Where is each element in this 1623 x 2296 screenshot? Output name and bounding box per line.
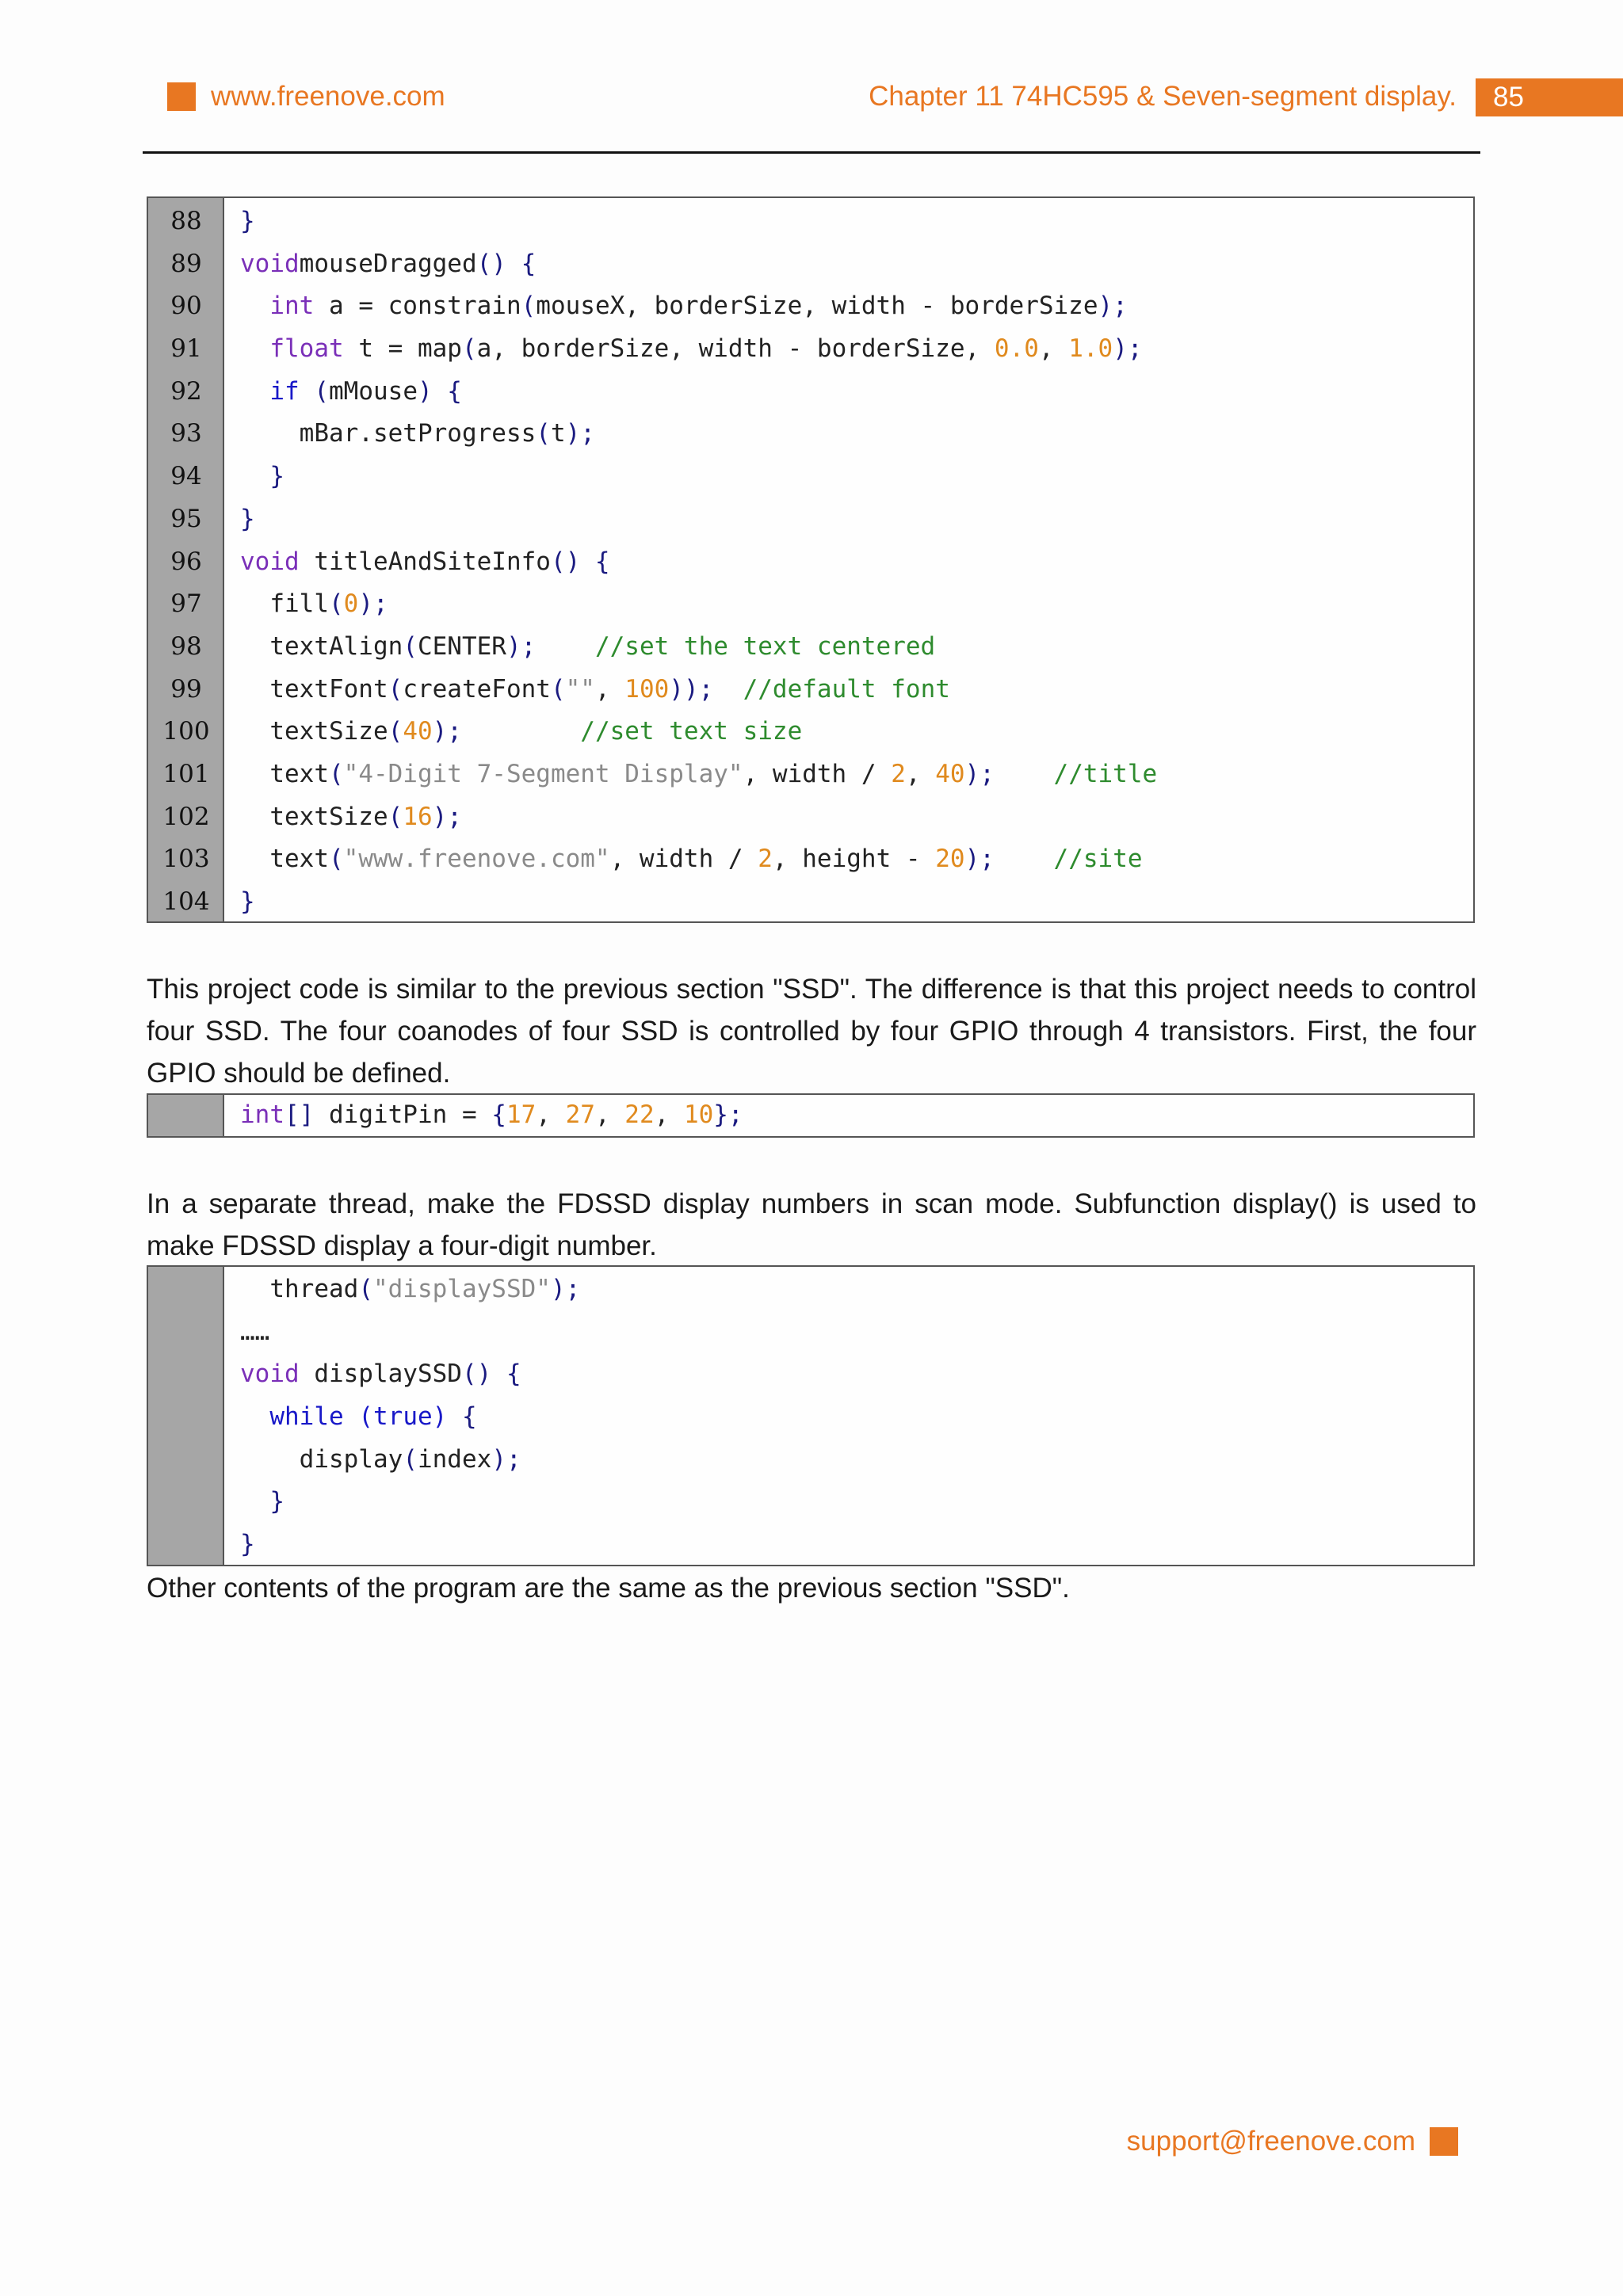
code-token: ); [1113, 334, 1143, 364]
code-token: 10 [683, 1100, 714, 1129]
code-token: float [269, 334, 344, 364]
code-line [148, 498, 1473, 541]
code-token: ( [328, 589, 344, 619]
code-line [148, 1353, 1473, 1396]
code-token: //default font [743, 674, 950, 704]
code-token: ); [1098, 292, 1128, 321]
code-line [148, 669, 1473, 711]
code-text [240, 328, 1143, 371]
code-token: ( [461, 334, 477, 364]
code-token: int [240, 1100, 285, 1129]
code-token: ( [388, 717, 403, 746]
code-token: } [240, 504, 255, 533]
body-paragraph-intro: This project code is similar to the previous section "SSD". The difference is that this project needs to control four SSD. The four coanodes of four SSD is controlled by four GPIO through 4 transistors. First, the four GPIO should be defined. [147, 974, 1476, 1089]
code-line [148, 881, 1473, 924]
line-number: 89 [170, 249, 202, 278]
code-token [240, 462, 269, 490]
code-token [240, 334, 269, 363]
code-token: } [269, 1487, 285, 1516]
code-line [148, 456, 1473, 498]
code-token: (true) [358, 1402, 448, 1432]
code-text [240, 1524, 255, 1566]
code-token [713, 675, 743, 704]
line-number: 98 [170, 631, 202, 661]
code-token [536, 632, 595, 661]
code-text [240, 498, 255, 541]
code-token: digitPin = [314, 1100, 492, 1129]
line-number: 95 [170, 504, 202, 533]
body-paragraph-conclusion: Other contents of the program are the same as the previous section "SSD". [147, 1573, 1070, 1604]
code-line [148, 328, 1473, 371]
code-text [240, 838, 1143, 881]
code-text [240, 669, 950, 711]
code-text [240, 1268, 580, 1311]
code-token: )); [669, 674, 714, 704]
code-token [240, 1487, 269, 1516]
code-token: void [240, 547, 300, 576]
code-token: ) { [417, 376, 462, 406]
code-line [148, 711, 1473, 753]
code-token: ); [432, 717, 462, 746]
code-token: ); [491, 1444, 521, 1474]
footer-logo-square [1430, 2127, 1458, 2156]
code-token: titleAndSiteInfo [299, 547, 551, 576]
code-token: 16 [403, 802, 433, 831]
code-line [148, 796, 1473, 839]
code-token: void [240, 1360, 300, 1389]
code-block-digitpin [147, 1093, 1475, 1138]
code-token: [] [285, 1100, 315, 1129]
code-token: fill [240, 589, 329, 619]
code-text [240, 753, 1157, 796]
code-token: a = constrain [314, 292, 521, 321]
line-number: 90 [170, 292, 202, 321]
code-line [148, 1094, 1473, 1137]
header-divider [143, 151, 1480, 154]
code-token: 0 [343, 589, 359, 619]
code-line [148, 753, 1473, 796]
code-token: mouseDragged [299, 249, 477, 278]
code-token: mBar.setProgress [240, 419, 537, 448]
code-line [148, 541, 1473, 584]
code-token: //set the text centered [594, 631, 936, 661]
code-text [240, 1353, 521, 1396]
code-token: ( [550, 674, 566, 704]
code-line [148, 1439, 1473, 1482]
line-number: 100 [162, 717, 210, 746]
code-line [148, 1268, 1473, 1311]
code-token: text [240, 845, 329, 874]
code-token: 40 [935, 759, 965, 788]
code-token: index [417, 1444, 492, 1474]
code-token: ); [964, 845, 995, 874]
line-number: 103 [162, 845, 210, 874]
code-token: } [240, 207, 255, 235]
code-token [240, 1402, 269, 1431]
code-token: { [491, 1100, 506, 1129]
code-token: 27 [565, 1100, 595, 1129]
code-token: a, borderSize, width - borderSize, [476, 334, 995, 364]
code-line [148, 583, 1473, 626]
code-text [240, 413, 595, 456]
line-number: 97 [170, 589, 202, 619]
code-token: 2 [758, 845, 773, 874]
line-number: 88 [170, 207, 202, 235]
code-token: ); [565, 419, 595, 448]
code-line [148, 1396, 1473, 1439]
code-token [240, 292, 269, 320]
code-token: mouseX, borderSize, width - borderSize [536, 292, 1098, 321]
code-token: …… [240, 1317, 270, 1346]
code-token: 22 [624, 1100, 655, 1129]
code-token: () { [550, 547, 610, 576]
code-token: ( [536, 419, 551, 448]
code-token: ); [358, 589, 388, 619]
header-chapter-title: Chapter 11 74HC595 & Seven-segment display. [869, 81, 1457, 112]
code-token: textFont [240, 674, 388, 704]
code-token: if [269, 376, 300, 406]
code-token: } [269, 462, 285, 491]
code-token [344, 1402, 359, 1431]
page-number-badge [1476, 78, 1623, 116]
code-token: ); [550, 1275, 581, 1303]
line-number: 99 [170, 674, 202, 704]
code-token: , width / [743, 759, 892, 788]
code-token: ( [403, 1444, 418, 1474]
code-token: } [240, 1530, 255, 1559]
code-text [240, 583, 388, 626]
code-token: display [240, 1444, 403, 1474]
line-number: 96 [170, 547, 202, 576]
code-text [240, 200, 255, 243]
code-token: textAlign [240, 631, 403, 661]
code-text [240, 371, 462, 414]
code-line [148, 285, 1473, 328]
code-token: , [1038, 334, 1069, 364]
code-token: 1.0 [1068, 334, 1113, 364]
code-token: ( [403, 631, 418, 661]
code-token: text [240, 759, 329, 788]
code-text [240, 243, 536, 286]
code-line [148, 243, 1473, 286]
code-token: displaySSD [299, 1360, 462, 1389]
line-number: 93 [170, 419, 202, 448]
code-token: CENTER [417, 631, 506, 661]
code-line [148, 1481, 1473, 1524]
code-text [240, 711, 802, 753]
code-token: createFont [403, 674, 551, 704]
code-line [148, 626, 1473, 669]
code-line [148, 838, 1473, 881]
code-token: mMouse [329, 376, 418, 406]
code-token: "www.freenove.com" [343, 845, 610, 874]
code-token: , [594, 674, 625, 704]
code-token: int [269, 292, 315, 321]
code-token: "displaySSD" [372, 1275, 551, 1303]
code-token: ( [521, 292, 537, 321]
code-token: , width / [609, 845, 758, 874]
code-token: ( [388, 674, 403, 704]
code-token: thread [240, 1275, 359, 1303]
code-block-display-thread [147, 1265, 1475, 1566]
code-token: ( [358, 1275, 373, 1303]
code-token [462, 717, 580, 746]
code-token: "" [565, 674, 595, 704]
line-number: 91 [170, 334, 202, 364]
code-token: 40 [403, 717, 433, 746]
code-token: , [594, 1100, 625, 1129]
code-token: //title [1053, 759, 1158, 788]
code-token: ); [964, 759, 995, 788]
code-text [240, 456, 285, 498]
code-token: { [447, 1402, 477, 1432]
code-token: () { [461, 1360, 521, 1389]
code-token: //set text size [580, 717, 803, 746]
line-number: 104 [162, 887, 210, 916]
code-line [148, 1311, 1473, 1354]
code-token: ); [506, 631, 537, 661]
code-token: 100 [624, 674, 670, 704]
code-line [148, 1524, 1473, 1566]
code-token: "4-Digit 7-Segment Display" [343, 759, 743, 788]
code-token: , height - [772, 845, 936, 874]
code-text [240, 1094, 743, 1137]
code-token: () { [476, 249, 537, 278]
code-token: ( [388, 802, 403, 831]
code-token: ( [328, 759, 344, 788]
header-logo-square [167, 82, 196, 111]
code-token: ( [328, 845, 344, 874]
code-token: t [550, 419, 566, 448]
code-text [240, 541, 610, 584]
code-text [240, 881, 255, 924]
line-number: 94 [170, 462, 202, 491]
code-token: ( [314, 376, 329, 406]
code-token: void [240, 249, 300, 278]
header-site-link[interactable]: www.freenove.com [211, 81, 445, 112]
code-token: textSize [240, 802, 388, 831]
page-number: 85 [1493, 82, 1524, 113]
code-text [240, 1396, 477, 1439]
code-token: ); [432, 802, 462, 831]
code-text [240, 1311, 269, 1354]
code-token [995, 845, 1054, 873]
code-token [995, 760, 1054, 788]
code-text [240, 285, 1128, 328]
code-token: 0.0 [994, 334, 1039, 364]
code-token: 2 [891, 759, 906, 788]
code-line [148, 371, 1473, 414]
code-token: , [654, 1100, 684, 1129]
line-number: 102 [162, 802, 210, 831]
code-line [148, 200, 1473, 243]
code-token: }; [713, 1100, 743, 1129]
code-token: , [536, 1100, 566, 1129]
code-token: 17 [506, 1100, 537, 1129]
line-number: 92 [170, 376, 202, 406]
code-token: textSize [240, 717, 388, 746]
code-token: 20 [935, 845, 965, 874]
code-block-main [147, 196, 1475, 923]
code-token: //site [1053, 845, 1143, 874]
code-token: while [269, 1402, 344, 1432]
code-token: } [240, 887, 255, 916]
footer-support-email[interactable]: support@freenove.com [1126, 2126, 1415, 2157]
code-text [240, 1439, 521, 1482]
code-token [240, 377, 269, 406]
code-text [240, 1481, 285, 1524]
code-token: t = map [343, 334, 462, 364]
code-text [240, 796, 462, 839]
line-number: 101 [162, 759, 210, 788]
code-line [148, 413, 1473, 456]
body-paragraph-thread: In a separate thread, make the FDSSD display numbers in scan mode. Subfunction display() is used to make FDSSD display a four-digit number. [147, 1188, 1476, 1261]
code-token [300, 377, 315, 406]
code-text [240, 626, 935, 669]
code-token: , [905, 759, 936, 788]
